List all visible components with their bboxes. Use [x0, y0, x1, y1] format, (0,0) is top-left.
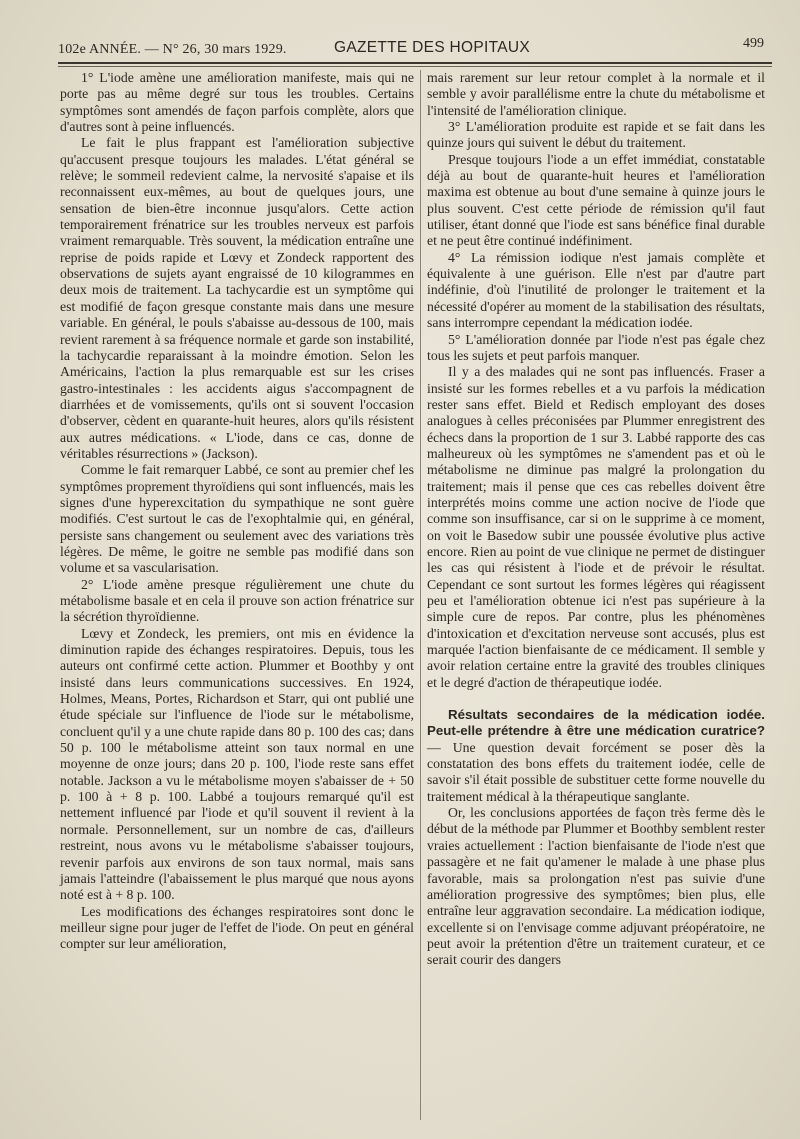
section-lead: — Une question devait forcément se poser dès la constatation des bons effets du traitement iodée, celle de savoir s'il était possible de substituer cette forme nouvelle du traitement médical à la thérapeutique sanglante. — [427, 739, 765, 804]
paragraph: Or, les conclusions apportées de façon très ferme dès le début de la méthode par Plummer et Boothby semblent rester vraies actuellement : l'action bienfaisante de l'iode n'est que passagère et ne fait qu'amener le malade à une phase plus favorable, mais sa prolongation n'est pas suivie d'une amélioration progressive des symptômes; bien plus, elle entraîne leur aggravation secondaire. La médication iodique, excellente si on l'envisage comme adjuvant préopératoire, ne peut avoir la prétention d'être un traitement curateur, et ce serait courir des dangers — [427, 805, 765, 968]
paragraph: Il y a des malades qui ne sont pas influencés. Fraser a insisté sur les formes rebelles et a vu parfois la médication rester sans effet. Bield et Redisch employant des doses analogues à celles préconisées par Plummer enregistrent des échecs dans la proportion de 1 sur 3. Labbé rapporte des cas malheureux où les symptômes ne s'amendent pas et où le métabolisme ne diminue pas malgré la prolongation du traitement; mais il pense que ces cas rebelles doivent être interprétés moins comme une action nocive de l'iode que comme son insuffisance, car si on le supprime à ce moment, on voit le Basedow subir une poussée évolutive plus active encore. Rien au point de vue clinique ne permet de distinguer les cas qui résistent à l'iode et de prévoir le résultat. Cependant ce sont surtout les formes légères qui réagissent peu et l'amélioration obtenue ici n'est pas supérieure à la simple cure de repos. Par contre, plus les phénomènes d'intoxication et d'excitation nerveuse sont accusés, plus est marquée l'action bienfaisante de ce médicament. Il semble y avoir relation certaine entre la gravité des troubles cliniques et le degré d'action de thérapeutique iodée. — [427, 364, 765, 690]
column-divider — [420, 70, 421, 1120]
page-header — [58, 34, 772, 60]
paragraph: Comme le fait remarquer Labbé, ce sont au premier chef les symptômes proprement thyroïdiens qui sont influencés, mais les signes d'une hyperexcitation du sympathique ne sont guère modifiés. C'est surtout le cas de l'exophtalmie qui, en général, persiste sans changement ou seulement avec des variations très légères. De même, le goitre ne semble pas modifié dans son volume et sa vascularisation. — [60, 462, 414, 576]
section-heading-text: Résultats secondaires de la médication iodée. Peut-elle prétendre à être une médication curatrice? — [427, 707, 765, 739]
left-column — [60, 70, 414, 953]
issue-info: 102e ANNÉE. — N° 26, 30 mars 1929. — [58, 42, 287, 57]
publication-title: GAZETTE DES HOPITAUX — [334, 39, 531, 56]
paragraph: 4° La rémission iodique n'est jamais complète et équivalente à une guérison. Elle n'est par d'autre part indéfinie, d'où l'inutilité de prolonger le traitement et la nécessité d'opérer au moment de la stabilisation des résultats, sans interrompre cependant la médication iodée. — [427, 249, 765, 331]
page-number: 499 — [743, 36, 764, 51]
paragraph: Le fait le plus frappant est l'amélioration subjective qu'accusent presque toujours les malades. L'état général se relève; le sommeil redevient calme, la nervosité s'apaise et ils reconnaissent eux-mêmes, au bout de quelques jours, une sensation de bien-être inconnue jusqu'alors. Cette action temporairement frénatrice sur les troubles nerveux est parfois vraiment remarquable. Très souvent, la médication entraîne une reprise de poids rapide et Lœvy et Zondeck rapportent des observations de sujets ayant engraissé de 10 kilogrammes en deux mois de traitement. La tachycardie est un symptôme qui est modifié de façon gresque constante mais dans une mesure variable. En général, le pouls s'abaisse au-dessous de 100, mais revient rarement à sa fréquence normale et garde son instabilité, la tachycardie reparaissant à la moindre émotion. Selon les Américains, l'action la plus remarquable est sur les crises gastro-intestinales : les accidents aigus s'accompagnent de diarrhées et de vomissements, qu'ils ont si souvent l'occasion d'observer, cèdent en quarante-huit heures, alors qu'ils résistent aux autres médications. « L'iode, dans ce cas, donne de véritables résurrections » (Jackson). — [60, 135, 414, 461]
paragraph: 5° L'amélioration donnée par l'iode n'est pas égale chez tous les sujets et peut parfois manquer. — [427, 331, 765, 363]
right-column — [427, 70, 765, 969]
section-heading — [427, 707, 765, 805]
paragraph: 3° L'amélioration produite est rapide et se fait dans les quinze jours qui suivent le début du traitement. — [427, 119, 765, 151]
paragraph: 1° L'iode amène une amélioration manifeste, mais qui ne porte pas au même degré sur tous les troubles. Certains symptômes sont amendés de façon parfois complète, alors que d'autres sont à peine influencés. — [60, 70, 414, 135]
paragraph: 2° L'iode amène presque régulièrement une chute du métabolisme basale et en cela il prouve son action frénatrice sur la sécrétion thyroïdienne. — [60, 576, 414, 625]
paragraph: Lœvy et Zondeck, les premiers, ont mis en évidence la diminution rapide des échanges respiratoires. Depuis, tous les auteurs ont confirmé cette action. Plummer et Boothby y ont insisté dans leurs communications successives. En 1924, Holmes, Means, Portes, Richardson et Starr, qui ont publié une étude spéciale sur l'influence de l'iode sur le métabolisme, concluent qu'il y a une chute rapide dans 80 p. 100 des cas; dans 50 p. 100 le métabolisme atteint son taux normal en une moyenne de onze jours; dans 20 p. 100, l'iode reste sans effet notable. Jackson a vu le métabolisme moyen s'abaisser de + 50 p. 100 à + 8 p. 100. Labbé a toujours remarqué qu'il est nettement influencé par l'iode et qu'il souvent il revient à la normale. Personnellement, sur un nombre de cas, d'ailleurs restreint, nous avons vu le métabolisme s'abaisser toujours, revenir parfois aux environs de son taux normal, mais sans jamais l'atteindre (l'abaissement le plus marqué que nous ayons noté est à + 8 p. 100. — [60, 625, 414, 903]
paragraph: Presque toujours l'iode a un effet immédiat, constatable déjà au bout de quarante-huit heures et l'amélioration maxima est obtenue au bout d'une semaine à quinze jours le plus souvent. C'est cette période de rémission qu'il faut utiliser, étant donné que l'iode est sans bénéfice final durable et ne peut être continué indéfiniment. — [427, 151, 765, 249]
header-rule — [58, 62, 772, 64]
header-rule-thin — [58, 66, 772, 67]
paragraph-continuation: mais rarement sur leur retour complet à la normale et il semble y avoir parallélisme entre la chute du métabolisme et l'intensité de l'amélioration clinique. — [427, 70, 765, 118]
paragraph: Les modifications des échanges respiratoires sont donc le meilleur signe pour juger de l'effet de l'iode. On peut en général compter sur leur amélioration, — [60, 903, 414, 952]
